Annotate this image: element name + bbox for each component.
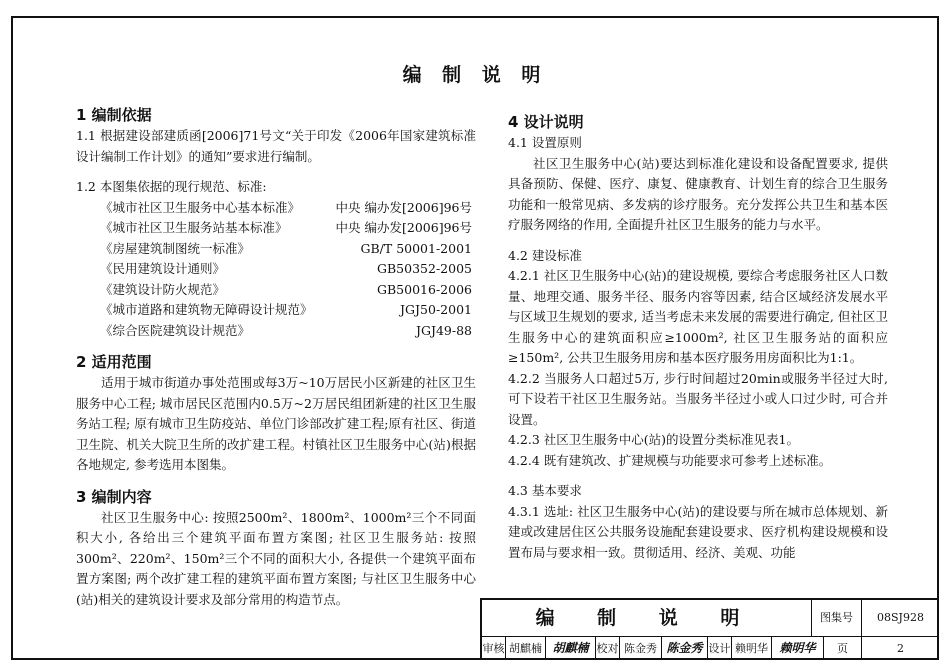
section-2-text: 适用于城市街道办事处范围或每3万~10万居民小区新建的社区卫生服务中心工程; 城市居民区范围内0.5万~2万居民组团新建的社区卫生服务站工程; 原有城市卫生防疫站、单位门诊部改扩建工程;原有社区、街道卫生院、机关大院卫生所的改扩建工程。村镇社区卫生服务中心(站)根据各地规定, 参考选用本图集。: [76, 375, 476, 472]
standard-row: 《城市道路和建筑物无障碍设计规范》 JGJ50-2001: [100, 302, 472, 317]
section-1-heading: 1 编制依据: [76, 106, 152, 124]
section-1-1-text: 1.1 根据建设部建质函[2006]71号文“关于印发《2006年国家建筑标准设计编制工作计划》的通知”要求进行编制。: [76, 128, 476, 164]
page-label: 页: [824, 637, 862, 660]
section-4-3-1-text: 4.3.1 选址: 社区卫生服务中心(站)的建设要与所在城市总体规划、新建或改建居住区公共服务设施配套建设要求、医疗机构建设规模和设置布局与要求相一致。贯彻适用、经济、美观、功能: [508, 503, 888, 560]
section-4-heading: 4 设计说明: [508, 113, 584, 131]
title-block: [480, 598, 939, 660]
checker-name: 陈金秀: [620, 637, 662, 660]
atlas-number: 08SJ928: [877, 611, 924, 624]
designer-name: 赖明华: [732, 637, 772, 660]
section-4-1-text: 社区卫生服务中心(站)要达到标准化建设和设备配置要求, 提供具备预防、保健、医疗、康复、健康教育、计划生育的综合卫生服务功能和一般常见病、多发病的诊疗服务。充分发挥公共卫生和基本医疗服务网络的作用, 全面提升社区卫生服务的能力与水平。: [508, 155, 888, 232]
standard-row: 《房屋建筑制图统一标准》 GB/T 50001-2001: [100, 240, 472, 256]
check-label: 校对: [596, 637, 620, 660]
checker-signature: 陈金秀: [662, 637, 708, 660]
design-label: 设计: [708, 637, 732, 660]
section-3-heading: 3 编制内容: [76, 487, 152, 506]
title-block-title: 编 制 说 明: [482, 600, 812, 636]
section-4-2-3-text: 4.2.3 社区卫生服务中心(站)的设置分类标准见表1。: [508, 432, 799, 447]
page-title: 编 制 说 明: [402, 64, 548, 86]
reviewer-name: 胡麒楠: [506, 637, 546, 660]
standard-row: 《建筑设计防火规范》 GB50016-2006: [100, 281, 472, 297]
section-4-3-heading: 4.3 基本要求: [508, 483, 582, 498]
section-4-1-heading: 4.1 设置原则: [508, 135, 582, 150]
standards-list: [76, 198, 476, 342]
section-4-2-2-text: 4.2.2 当服务人口超过5万, 步行时间超过20min或服务半径过大时, 可下设若干社区卫生服务站。当服务半径过小或人口过少时, 可合并设置。: [508, 370, 888, 427]
standard-row: 《城市社区卫生服务站基本标准》 中央 编办发[2006]96号: [100, 220, 472, 235]
section-1-2-text: 1.2 本图集依据的现行规范、标准:: [76, 179, 267, 194]
section-2-heading: 2 适用范围: [76, 353, 152, 371]
reviewer-signature: 胡麒楠: [546, 637, 596, 660]
left-column: [76, 104, 476, 610]
section-4-2-4-text: 4.2.4 既有建筑改、扩建规模与功能要求可参考上述标准。: [508, 452, 832, 468]
review-label: 审核: [482, 637, 506, 660]
standard-row: 《城市社区卫生服务中心基本标准》 中央 编办发[2006]96号: [100, 199, 472, 215]
designer-signature: 赖明华: [772, 637, 824, 660]
standard-row: 《民用建筑设计通则》 GB50352-2005: [100, 261, 472, 276]
right-column: [508, 111, 888, 563]
section-3-text: 社区卫生服务中心: 按照2500m²、1800m²、1000m²三个不同面积大小, 各给出三个建筑平面布置方案图; 社区卫生服务站: 按照300m²、220m²、150m²三个不同的面积大小, 各提供一个建筑平面布置方案图; 两个改扩建工程的建筑平面布置方案图; 与社区卫生服务中心(站)相关的建筑设计要求及部分常用的构造节点。: [76, 509, 476, 607]
standard-row: 《综合医院建筑设计规范》 JGJ49-88: [100, 322, 472, 338]
section-4-2-heading: 4.2 建设标准: [508, 247, 582, 263]
section-4-2-1-text: 4.2.1 社区卫生服务中心(站)的建设规模, 要综合考虑服务社区人口数量、地理交通、服务半径、服务内容等因素, 结合区域经济发展水平与区域卫生规划的要求, 适当考虑未来发展的需要进行确定, 但社区卫生服务中心的建筑面积应≥1000m², 社区卫生服务站的面积应≥150m², 公共卫生服务用房和基本医疗服务用房面积比为1:1。: [508, 268, 888, 365]
atlas-number-label: 图集号: [812, 600, 862, 636]
page-number: 2: [897, 642, 904, 655]
